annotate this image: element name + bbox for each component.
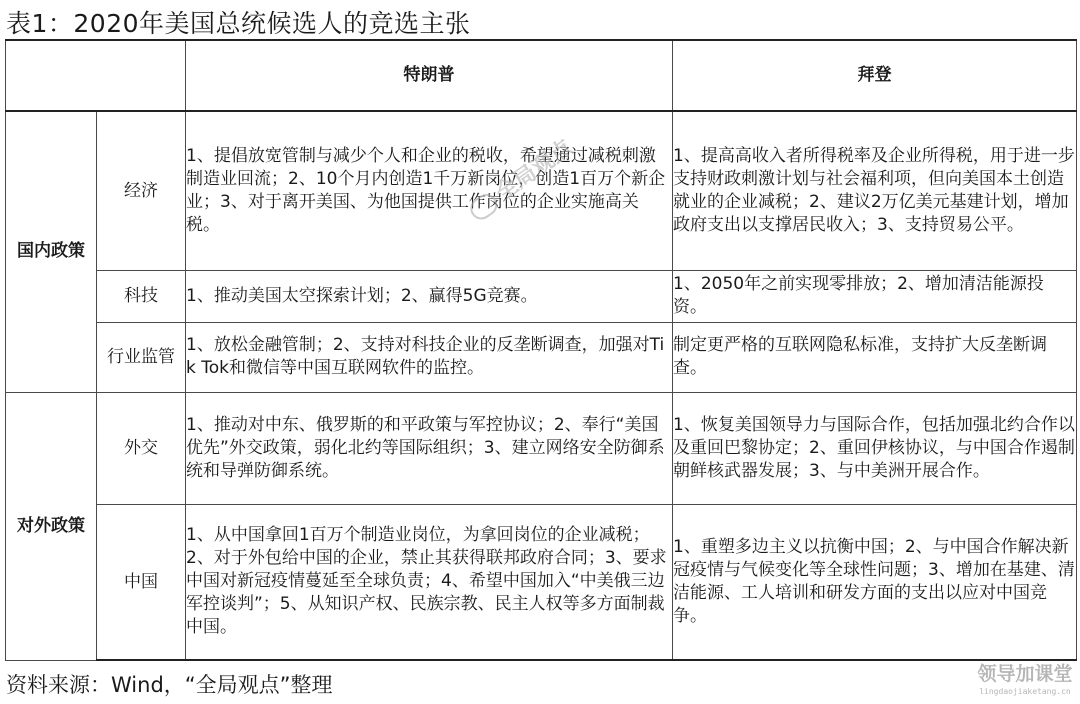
biden-economy: 1、提高高收入者所得税率及企业所得税，用于进一步支持财政刺激计划与社会福利项，但向美国本土创造就业的企业减税；2、建议2万亿美元基建计划，增加政府支出以支撑居民收入；3、支持贸易公平。 bbox=[673, 111, 1077, 270]
watermark-text: 全局观点 bbox=[491, 135, 578, 207]
trump-regulation: 1、放松金融管制；2、支持对科技企业的反垄断调查，加强对Tik Tok和微信等中国互联网软件的监控。 bbox=[186, 322, 673, 392]
row-tech bbox=[6, 270, 1077, 322]
subcategory-economy: 经济 bbox=[97, 111, 186, 270]
biden-china: 1、重塑多边主义以抗衡中国；2、与中国合作解决新冠疫情与气候变化等全球性问题；3、增加在基建、清洁能源、工人培训和研发方面的支出以应对中国竞争。 bbox=[673, 504, 1077, 660]
trump-economy: 1、提倡放宽管制与减少个人和企业的税收，希望通过减税刺激制造业回流；2、10个月内创造1千万新岗位，创造1百万个新企业；3、对于离开美国、为他国提供工作岗位的企业实施高关税。 bbox=[186, 111, 673, 270]
category-domestic: 国内政策 bbox=[6, 111, 97, 392]
header-biden: 拜登 bbox=[673, 40, 1077, 111]
corner-logo bbox=[973, 662, 1077, 702]
row-china bbox=[6, 504, 1077, 660]
corner-logo-sub: lingdaojiaketang.cn bbox=[979, 687, 1071, 696]
biden-tech: 1、2050年之前实现零排放；2、增加清洁能源投资。 bbox=[673, 270, 1077, 322]
biden-regulation: 制定更严格的互联网隐私标准，支持扩大反垄断调查。 bbox=[673, 322, 1077, 392]
source-note: 资料来源：Wind，“全局观点”整理 bbox=[6, 673, 333, 697]
header-blank-cell bbox=[6, 40, 186, 111]
row-economy bbox=[6, 111, 1077, 270]
category-foreign: 对外政策 bbox=[6, 392, 97, 660]
trump-china: 1、从中国拿回1百万个制造业岗位，为拿回岗位的企业减税；2、对于外包给中国的企业，禁止其获得联邦政府合同；3、要求中国对新冠疫情蔓延至全球负责；4、希望中国加入“中美俄三边军控谈判”；5、从知识产权、民族宗教、民主人权等多方面制裁中国。 bbox=[186, 504, 673, 660]
policy-table bbox=[5, 39, 1077, 661]
header-row bbox=[6, 40, 1077, 111]
subcategory-regulation: 行业监管 bbox=[97, 322, 186, 392]
row-regulation bbox=[6, 322, 1077, 392]
subcategory-diplomacy: 外交 bbox=[97, 392, 186, 504]
subcategory-china: 中国 bbox=[97, 504, 186, 660]
trump-diplomacy: 1、推动对中东、俄罗斯的和平政策与军控协议；2、奉行“美国优先”外交政策，弱化北约等国际组织；3、建立网络安全防御系统和导弹防御系统。 bbox=[186, 392, 673, 504]
biden-diplomacy: 1、恢复美国领导力与国际合作，包括加强北约合作以及重回巴黎协定；2、重回伊核协议，与中国合作遏制朝鲜核武器发展；3、与中美洲开展合作。 bbox=[673, 392, 1077, 504]
corner-logo-main: 领导加课堂 bbox=[977, 663, 1073, 685]
table-title: 表1：2020年美国总统候选人的竞选主张 bbox=[6, 9, 471, 38]
trump-tech: 1、推动美国太空探索计划；2、赢得5G竞赛。 bbox=[186, 270, 673, 322]
header-trump: 特朗普 bbox=[186, 40, 673, 111]
subcategory-tech: 科技 bbox=[97, 270, 186, 322]
row-diplomacy bbox=[6, 392, 1077, 504]
